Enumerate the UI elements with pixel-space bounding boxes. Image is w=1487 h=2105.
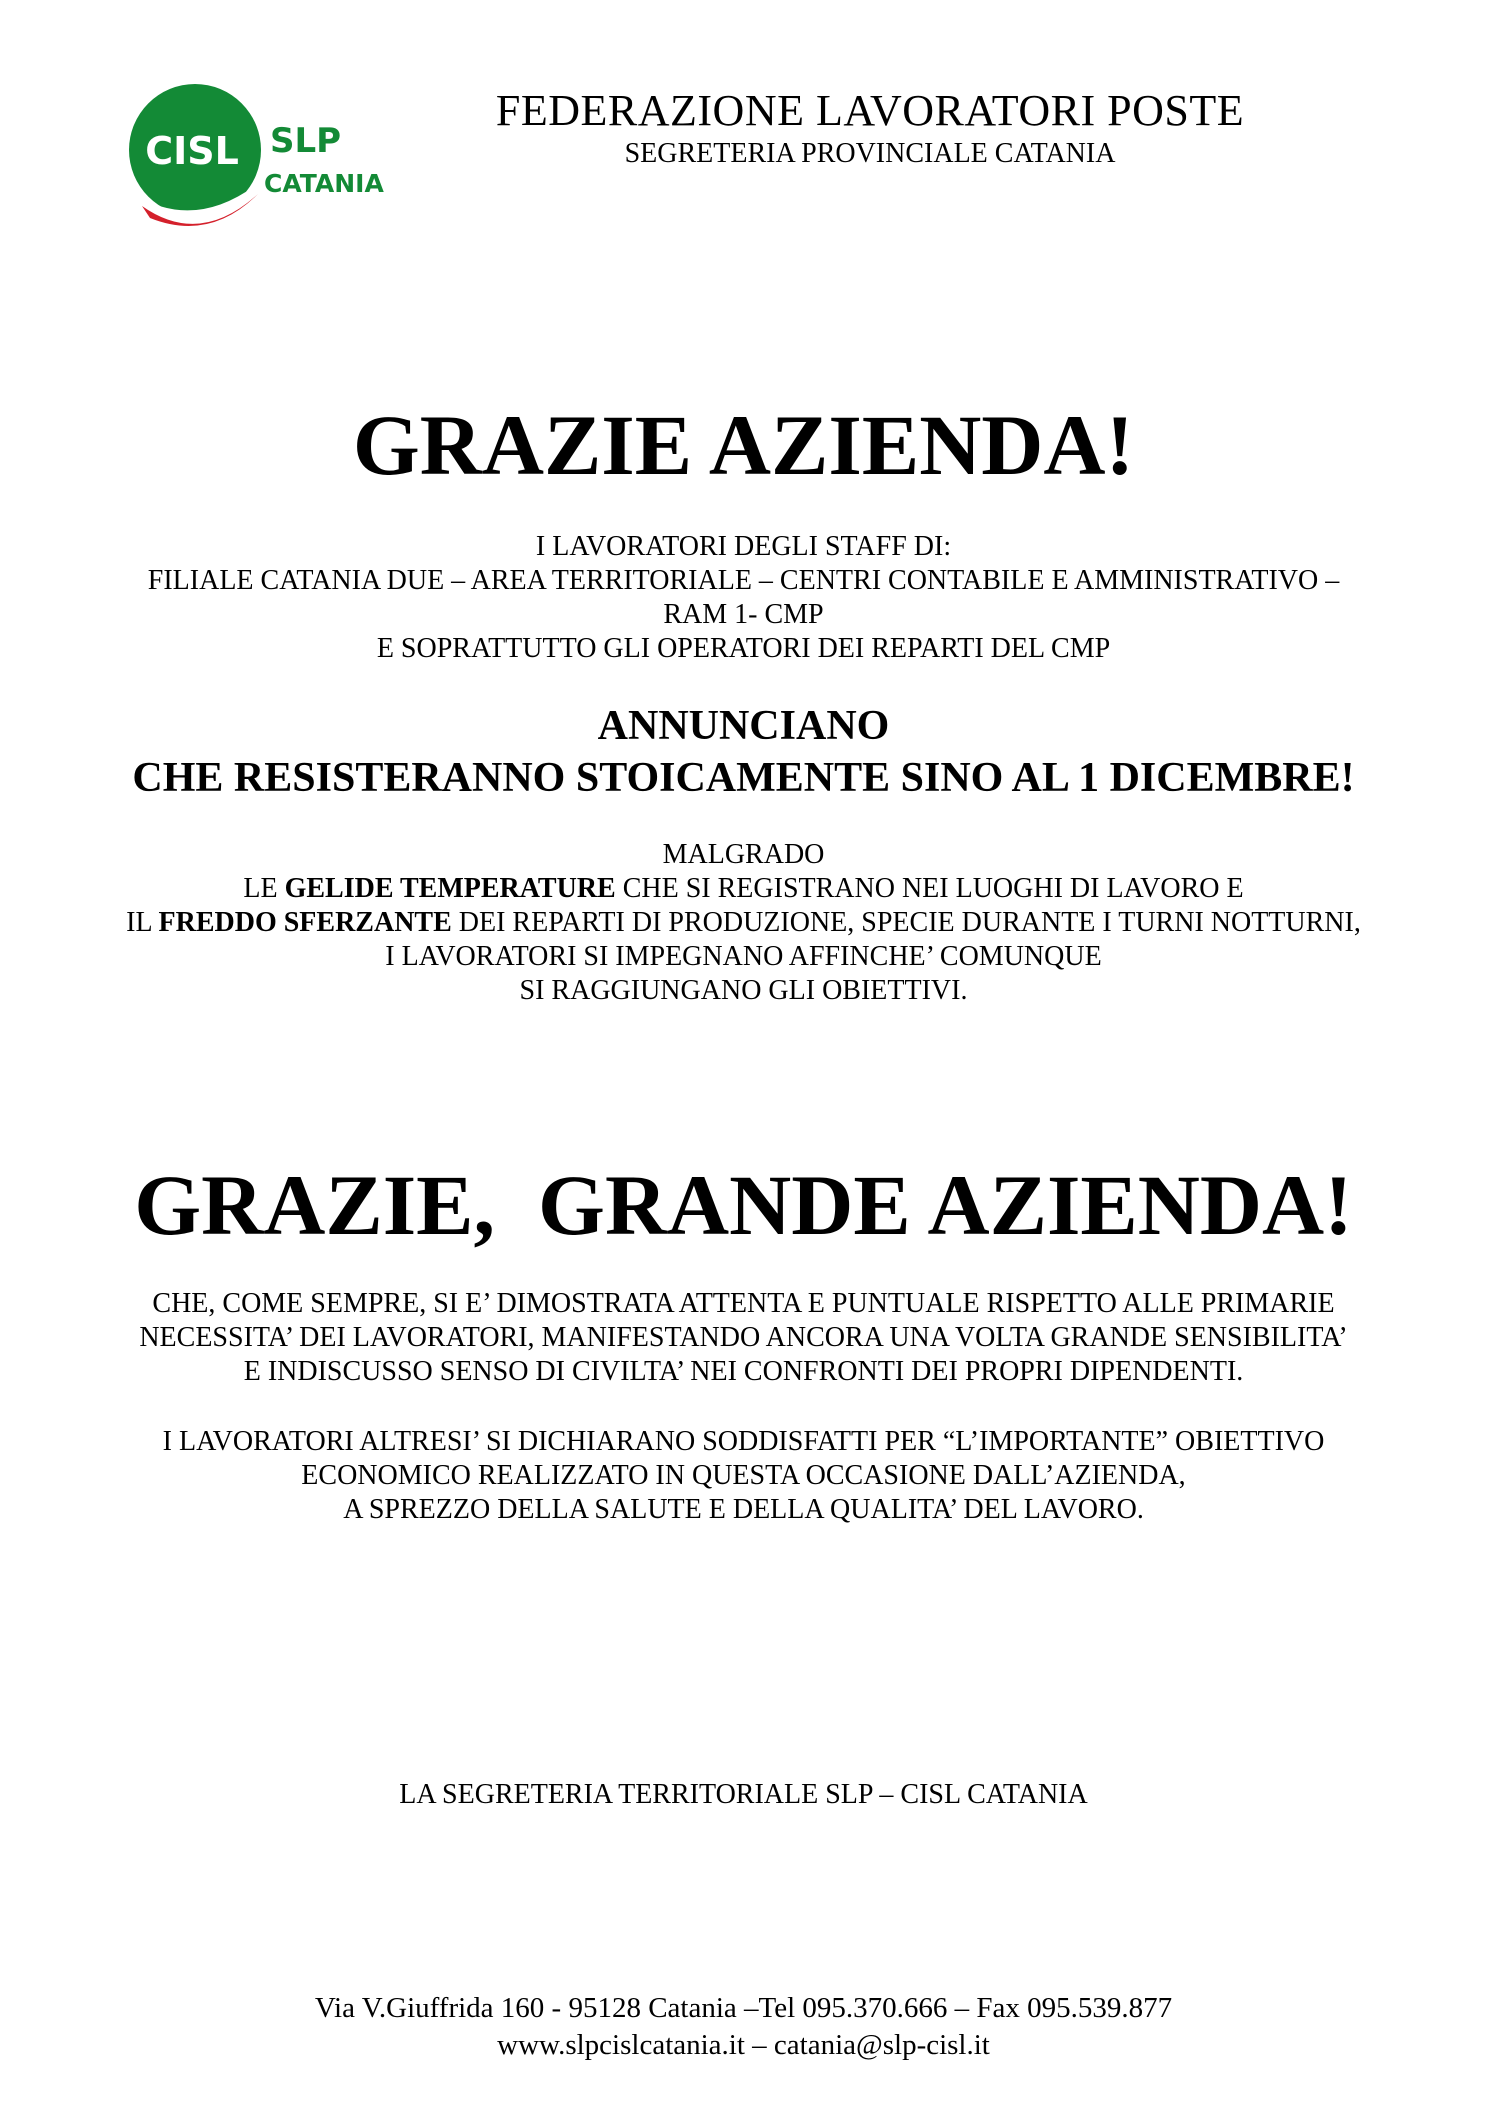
logo-cisl-text: CISL [145, 129, 239, 173]
signature: LA SEGRETERIA TERRITORIALE SLP – CISL CATANIA [399, 1779, 1088, 1810]
footer-web-email: www.slpcislcatania.it – catania@slp-cisl.it [497, 2029, 990, 2061]
malgrado-line: IL FREDDO SFERZANTE DEI REPARTI DI PRODUZIONE, SPECIE DURANTE I TURNI NOTTURNI, [126, 907, 1361, 938]
emphasis-gelide-temperature: GELIDE TEMPERATURE [284, 873, 616, 904]
headline-grazie-grande-azienda: GRAZIE, GRANDE AZIENDA! [134, 1157, 1353, 1253]
malgrado-paragraph [0, 838, 1487, 1008]
paragraph-line: CHE, COME SEMPRE, SI E’ DIMOSTRATA ATTENTA E PUNTUALE RISPETTO ALLE PRIMARIE [152, 1288, 1335, 1319]
paragraph-line: A SPREZZO DELLA SALUTE E DELLA QUALITA’ DEL LAVORO. [343, 1494, 1144, 1525]
letterhead [420, 85, 1320, 171]
staff-line: RAM 1- CMP [663, 599, 824, 630]
paragraph-line: NECESSITA’ DEI LAVORATORI, MANIFESTANDO ANCORA UNA VOLTA GRANDE SENSIBILITA’ [139, 1322, 1348, 1353]
announcement [0, 700, 1487, 804]
cisl-slp-logo [120, 82, 400, 232]
paragraph-line: I LAVORATORI ALTRESI’ SI DICHIARANO SODDISFATTI PER “L’IMPORTANTE” OBIETTIVO [162, 1426, 1325, 1457]
logo-slp-text: SLP [270, 121, 342, 161]
organization-subtitle: SEGRETERIA PROVINCIALE CATANIA [624, 138, 1116, 169]
malgrado-line: I LAVORATORI SI IMPEGNANO AFFINCHE’ COMUNQUE [385, 941, 1102, 972]
malgrado-line: MALGRADO [662, 839, 825, 870]
paragraph-line: E INDISCUSSO SENSO DI CIVILTA’ NEI CONFRONTI DEI PROPRI DIPENDENTI. [243, 1356, 1244, 1387]
malgrado-line: SI RAGGIUNGANO GLI OBIETTIVI. [519, 975, 968, 1006]
announce-line: CHE RESISTERANNO STOICAMENTE SINO AL 1 DICEMBRE! [132, 755, 1355, 801]
civility-paragraph [0, 1287, 1487, 1389]
staff-line: I LAVORATORI DEGLI STAFF DI: [535, 531, 952, 562]
footer-contacts [0, 1990, 1487, 2064]
staff-line: FILIALE CATANIA DUE – AREA TERRITORIALE – CENTRI CONTABILE E AMMINISTRATIVO – [147, 565, 1340, 596]
emphasis-freddo-sferzante: FREDDO SFERZANTE [158, 907, 452, 938]
objective-paragraph [0, 1425, 1487, 1527]
staff-paragraph [0, 530, 1487, 666]
headline-grazie-azienda: GRAZIE AZIENDA! [352, 397, 1135, 493]
logo-graphic [120, 82, 400, 232]
logo-catania-text: CATANIA [264, 169, 384, 198]
footer-address: Via V.Giuffrida 160 - 95128 Catania –Tel 095.370.666 – Fax 095.539.877 [314, 1992, 1173, 2024]
announce-line: ANNUNCIANO [597, 703, 890, 749]
malgrado-line: LE GELIDE TEMPERATURE CHE SI REGISTRANO NEI LUOGHI DI LAVORO E [243, 873, 1244, 904]
paragraph-line: ECONOMICO REALIZZATO IN QUESTA OCCASIONE DALL’AZIENDA, [301, 1460, 1186, 1491]
organization-name: FEDERAZIONE LAVORATORI POSTE [495, 86, 1245, 135]
staff-line: E SOPRATTUTTO GLI OPERATORI DEI REPARTI DEL CMP [376, 633, 1111, 664]
